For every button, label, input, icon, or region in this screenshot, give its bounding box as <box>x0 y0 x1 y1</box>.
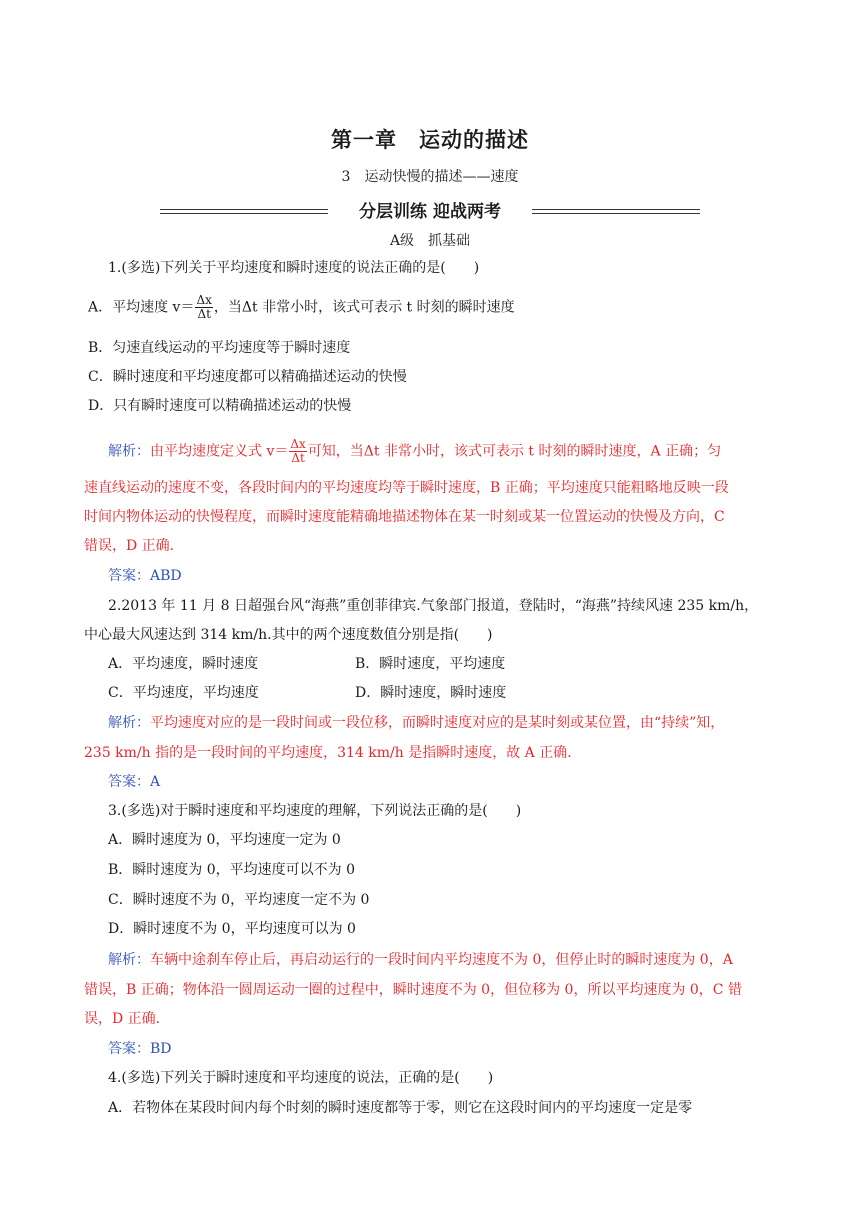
q1-exp-fraction: $\frac{\Delta x}{\Delta t}$ <box>290 437 306 465</box>
q1-option-d: D．只有瞬时速度可以精确描述运动的快慢 <box>88 398 352 414</box>
q1-explanation-line2: 速直线运动的速度不变，各段时间内的平均速度均等于瞬时速度，B 正确；平均速度只能粗略地反映一段 <box>84 480 729 496</box>
q1-option-a: A．平均速度 v＝ $\frac{\Delta x}{\Delta t}$ ，当Δt 非常小时，该式可表示 t 时刻的瞬时速度 <box>88 293 515 321</box>
q3-explanation-line2: 错误，B 正确；物体沿一圆周运动一圈的过程中，瞬时速度不为 0，但位移为 0，所以平均速度为 0，C 错 <box>84 982 742 998</box>
q1-option-b: B．匀速直线运动的平均速度等于瞬时速度 <box>88 340 351 356</box>
q3-option-a: A．瞬时速度为 0，平均速度一定为 0 <box>108 832 341 848</box>
q2-stem-line2: 中心最大风速达到 314 km/h.其中的两个速度数值分别是指( ) <box>84 627 493 643</box>
banner-text: 分层训练 迎战两考 <box>359 202 501 222</box>
q1-answer: 答案：ABD <box>108 568 182 584</box>
level-heading: A级 抓基础 <box>389 233 471 249</box>
q1-explanation-line1: 解析：由平均速度定义式 v＝ $\frac{\Delta x}{\Delta t}$ 可知，当Δt 非常小时，该式可表示 t 时刻的瞬时速度，A 正确；匀 <box>108 437 722 465</box>
section-title: 3 运动快慢的描述——速度 <box>341 169 519 185</box>
chapter-number: 第一章 <box>331 127 397 152</box>
q3-answer: 答案：BD <box>108 1041 172 1057</box>
chapter-title <box>0 124 860 154</box>
q1-explanation-line4: 错误，D 正确. <box>84 538 175 554</box>
q1-option-c: C．瞬时速度和平均速度都可以精确描述运动的快慢 <box>88 369 407 385</box>
q3-stem: 3.(多选)对于瞬时速度和平均速度的理解，下列说法正确的是( ) <box>108 803 522 819</box>
q2-option-a: A．平均速度，瞬时速度 <box>108 656 259 672</box>
q1-explanation-line3: 时间内物体运动的快慢程度，而瞬时速度能精确地描述物体在某一时刻或某一位置运动的快慢及方向，C <box>84 509 725 525</box>
q2-stem-line1: 2.2013 年 11 月 8 日超强台风“海燕”重创菲律宾.气象部门报道，登陆时，“海燕”持续风速 235 km/h， <box>108 598 759 614</box>
q3-explanation-line1: 解析：车辆中途刹车停止后，再启动运行的一段时间内平均速度不为 0，但停止时的瞬时速度为 0，A <box>108 952 733 968</box>
q2-explanation-line1: 解析：平均速度对应的是一段时间或一段位移，而瞬时速度对应的是某时刻或某位置，由“持续”知， <box>108 715 725 731</box>
banner-rule-right <box>532 209 700 214</box>
banner <box>160 197 700 223</box>
q2-option-d: D．瞬时速度，瞬时速度 <box>355 685 507 701</box>
q1-stem: 1.(多选)下列关于平均速度和瞬时速度的说法正确的是( ) <box>108 260 480 276</box>
q4-stem: 4.(多选)下列关于瞬时速度和平均速度的说法，正确的是( ) <box>108 1070 494 1086</box>
q3-option-c: C．瞬时速度不为 0，平均速度一定不为 0 <box>108 892 370 908</box>
q2-answer: 答案：A <box>108 774 161 790</box>
q1-fraction: $\frac{\Delta x}{\Delta t}$ <box>196 293 212 321</box>
q3-explanation-line3: 误，D 正确. <box>84 1011 161 1027</box>
chapter-name: 运动的描述 <box>419 127 529 152</box>
q3-option-b: B．瞬时速度为 0，平均速度可以不为 0 <box>108 862 356 878</box>
q2-option-c: C．平均速度，平均速度 <box>108 685 259 701</box>
q2-explanation-line2: 235 km/h 指的是一段时间的平均速度，314 km/h 是指瞬时速度，故 A 正确. <box>84 745 572 761</box>
q2-option-b: B．瞬时速度，平均速度 <box>355 656 506 672</box>
q3-option-d: D．瞬时速度不为 0，平均速度可以为 0 <box>108 921 356 937</box>
q4-option-a: A．若物体在某段时间内每个时刻的瞬时速度都等于零，则它在这段时间内的平均速度一定是零 <box>108 1100 693 1116</box>
